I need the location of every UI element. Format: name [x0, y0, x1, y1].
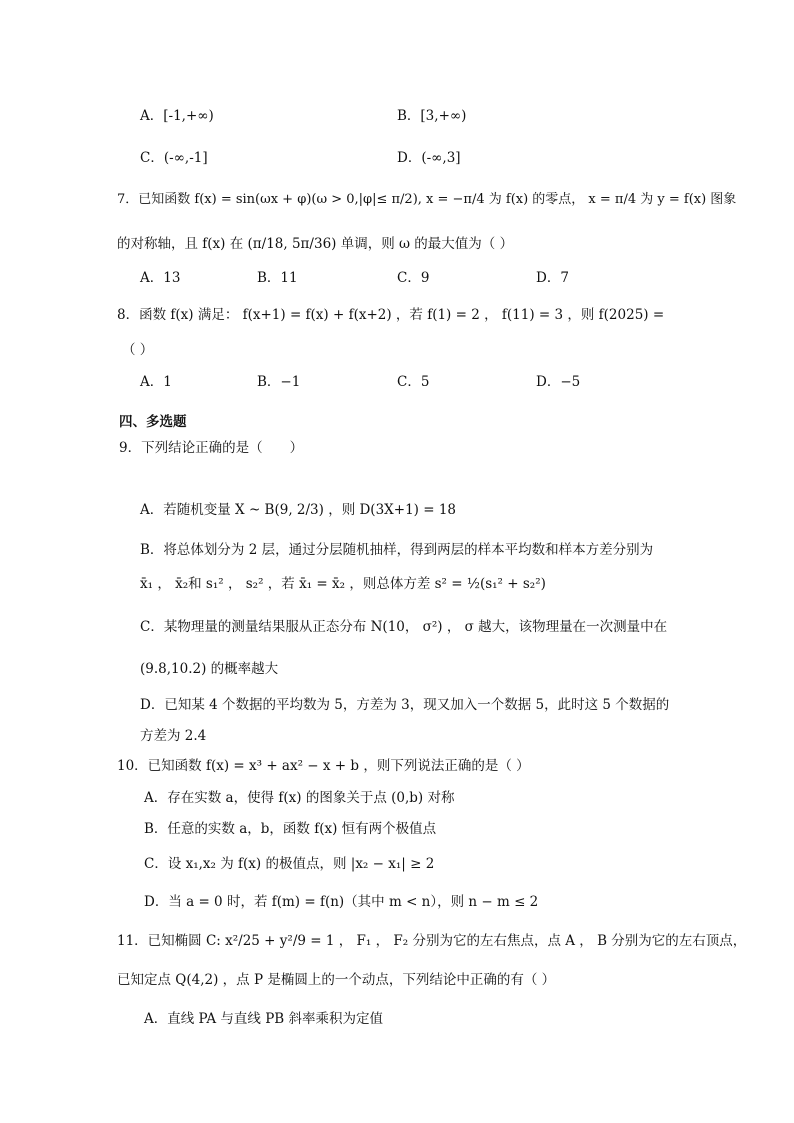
q11-option-a: A．直线 PA 与直线 PB 斜率乘积为定值: [144, 1011, 384, 1027]
q6-option-c: C．(-∞,-1]: [140, 150, 208, 166]
q8-stem-line1: 8．函数 f(x) 满足： f(x+1) = f(x) + f(x+2) ，若 f(1) = 2 ， f(11) = 3 ，则 f(2025) =: [117, 307, 665, 323]
q9-option-d-line2: 方差为 2.4: [140, 728, 207, 744]
section-heading: 四、多选题: [119, 414, 187, 430]
q10-option-c: C．设 x₁,x₂ 为 f(x) 的极值点，则 |x₂ − x₁| ≥ 2: [144, 856, 435, 872]
q7-option-c: C．9: [397, 270, 430, 286]
q9-option-b-line1: B．将总体划分为 2 层，通过分层随机抽样，得到两层的样本平均数和样本方差分别为: [140, 542, 654, 558]
q9-stem: 9．下列结论正确的是（ ）: [119, 440, 304, 456]
q6-option-a: A．[-1,+∞): [140, 108, 214, 124]
q9-option-b-line2: x̄₁ ， x̄₂和 s₁² ， s₂² ，若 x̄₁ = x̄₂ ，则总体方差 s² = ½(s₁² + s₂²): [140, 576, 546, 592]
q10-option-a: A．存在实数 a，使得 f(x) 的图象关于点 (0,b) 对称: [144, 790, 455, 806]
q7-option-b: B．11: [257, 270, 298, 286]
q11-stem-line2: 已知定点 Q(4,2) ，点 P 是椭圆上的一个动点，下列结论中正确的有（ ）: [117, 972, 556, 988]
q7-option-d: D．7: [536, 270, 569, 286]
q7-stem-line2: 的对称轴，且 f(x) 在 (π/18, 5π/36) 单调，则 ω 的最大值为（ ）: [117, 236, 514, 252]
q11-stem-line1: 11．已知椭圆 C: x²/25 + y²/9 = 1 ， F₁ ， F₂ 分别为它的左右焦点，点 A ， B 分别为它的左右顶点，: [117, 933, 747, 949]
q7-stem-line1: 7．已知函数 f(x) = sin(ωx + φ)(ω > 0,|φ|≤ π/2), x = −π/4 为 f(x) 的零点， x = π/4 为 y = f(x) 图象: [117, 192, 737, 207]
q10-option-d: D．当 a = 0 时，若 f(m) = f(n)（其中 m < n），则 n − m ≤ 2: [144, 894, 539, 910]
q6-option-d: D．(-∞,3]: [397, 150, 461, 166]
q8-option-b: B．−1: [257, 374, 301, 390]
q9-option-d-line1: D．已知某 4 个数据的平均数为 5，方差为 3，现又加入一个数据 5，此时这 5 个数据的: [140, 697, 670, 713]
q9-option-a: A．若随机变量 X ~ B(9, 2/3) ，则 D(3X+1) = 18: [140, 502, 457, 518]
q8-stem-line2: （ ）: [122, 342, 154, 358]
q10-option-b: B．任意的实数 a，b，函数 f(x) 恒有两个极值点: [144, 821, 437, 837]
q8-option-d: D．−5: [536, 374, 581, 390]
q6-option-b: B．[3,+∞): [397, 108, 467, 124]
q10-stem: 10．已知函数 f(x) = x³ + ax² − x + b ，则下列说法正确的是（ ）: [117, 758, 530, 774]
q9-option-c-line1: C．某物理量的测量结果服从正态分布 N(10， σ²) ， σ 越大，该物理量在一次测量中在: [140, 619, 668, 635]
q7-option-a: A．13: [140, 270, 181, 286]
q8-option-a: A．1: [140, 374, 172, 390]
q9-option-c-line2: (9.8,10.2) 的概率越大: [140, 661, 279, 677]
q8-option-c: C．5: [397, 374, 430, 390]
